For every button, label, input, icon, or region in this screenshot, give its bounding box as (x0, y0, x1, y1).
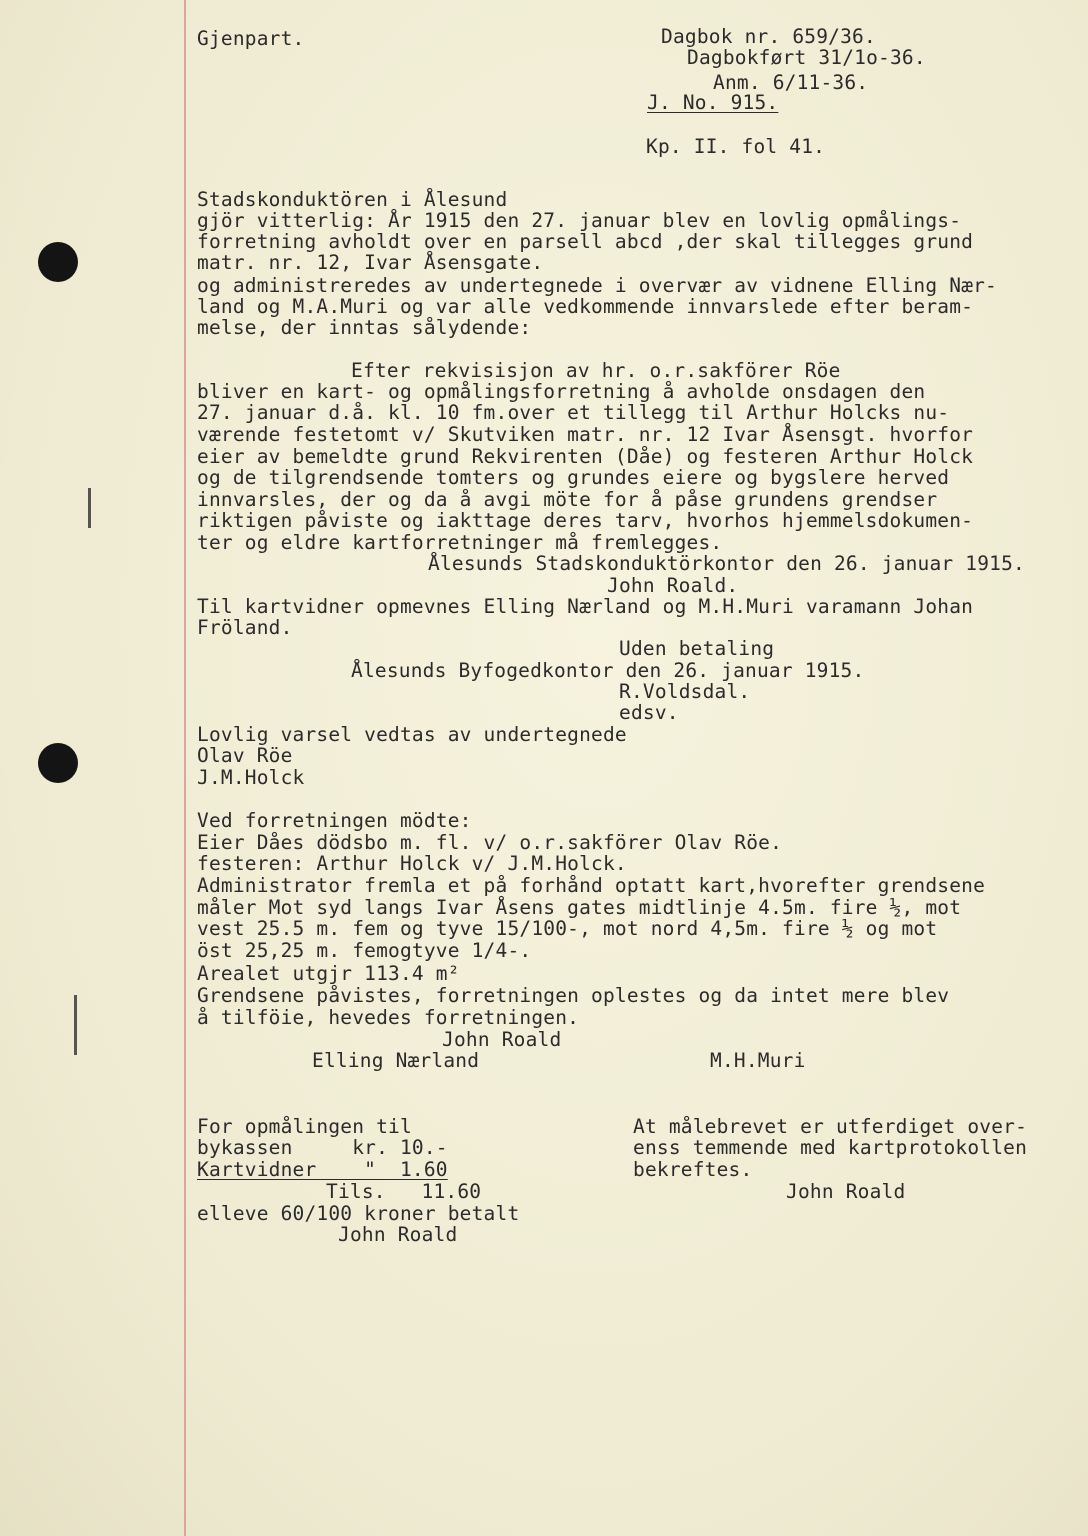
body-line: vest 25.5 m. fem og tyve 15/100-, mot nord 4,5m. fire ½ og mot (197, 917, 938, 940)
body-line: Fröland. (197, 616, 293, 639)
body-line: og administreredes av undertegnede i overvær av vidnene Elling Nær- (197, 274, 997, 297)
body-line: Eier Dåes dödsbo m. fl. v/ o.r.sakförer Olav Röe. (197, 831, 783, 854)
body-line: værende festetomt v/ Skutviken matr. nr. 12 Ivar Åsensgt. hvorfor (197, 423, 974, 446)
margin-mark (88, 488, 91, 528)
body-line: melse, der inntas sålydende: (197, 316, 532, 339)
body-line: bliver en kart- og opmålingsforretning å avholde onsdagen den (197, 380, 926, 403)
body-line: Til kartvidner opmevnes Elling Nærland og M.H.Muri varamann Johan (197, 595, 974, 618)
body-line: gjör vitterlig: År 1915 den 27. januar blev en lovlig opmålings- (197, 209, 962, 232)
body-line: å tilföie, hevedes forretningen. (197, 1006, 580, 1029)
body-line: matr. nr. 12, Ivar Åsensgate. (197, 251, 544, 274)
punch-hole (38, 242, 78, 282)
certification-line: enss temmende med kartprotokollen (633, 1136, 1028, 1159)
body-line: ter og eldre kartforretninger må fremlegges. (197, 531, 723, 554)
journal-number: J. No. 915. (647, 91, 779, 114)
certification-line: bekreftes. (633, 1158, 753, 1181)
body-line: 27. januar d.å. kl. 10 fm.over et tillegg til Arthur Holcks nu- (197, 401, 950, 424)
diary-entered: Dagbokført 31/1o-36. (687, 46, 926, 69)
body-line: festeren: Arthur Holck v/ J.M.Holck. (197, 852, 627, 875)
remark: Anm. 6/11-36. (713, 71, 869, 94)
body-line: eier av bemeldte grund Rekvirenten (Dåe) og festeren Arthur Holck (197, 445, 974, 468)
signature-voldsdal: R.Voldsdal. (619, 680, 751, 703)
reference: Kp. II. fol 41. (646, 135, 826, 158)
body-line: öst 25,25 m. femogtyve 1/4-. (197, 939, 532, 962)
signature-john-roald: John Roald (786, 1180, 906, 1203)
fee-line: elleve 60/100 kroner betalt (197, 1202, 520, 1225)
body-line: land og M.A.Muri og var alle vedkommende innvarslede efter beram- (197, 295, 974, 318)
signature-holck: J.M.Holck (197, 766, 305, 789)
body-line: Efter rekvisisjon av hr. o.r.sakförer Röe (351, 359, 841, 382)
diary-number: Dagbok nr. 659/36. (661, 25, 876, 48)
body-line: Lovlig varsel vedtas av undertegnede (197, 723, 627, 746)
body-line: Ålesunds Stadskonduktörkontor den 26. januar 1915. (428, 552, 1025, 575)
body-line: Grendsene påvistes, forretningen oplestes og da intet mere blev (197, 984, 950, 1007)
body-line: Arealet utgjr 113.4 m² (197, 962, 460, 985)
body-line: og de tilgrendsende tomters og grundes eiere og bygslere herved (197, 466, 950, 489)
body-line: Ålesunds Byfogedkontor den 26. januar 1915. (351, 659, 865, 682)
signature-john-roald: John Roald (442, 1028, 562, 1051)
margin-mark (74, 995, 77, 1055)
certification-line: At målebrevet er utferdiget over- (633, 1115, 1028, 1138)
signature-olav-roe: Olav Röe (197, 744, 293, 767)
fee-line: Kartvidner " 1.60 (197, 1158, 448, 1181)
body-line: edsv. (619, 701, 679, 724)
signature-john-roald: John Roald. (607, 574, 739, 597)
body-line: Stadskonduktören i Ålesund (197, 188, 508, 211)
copy-label: Gjenpart. (197, 27, 305, 50)
signature-elling-naerland: Elling Nærland (312, 1049, 480, 1072)
fee-line: bykassen kr. 10.- (197, 1136, 448, 1159)
margin-line (184, 0, 186, 1536)
fee-total: Tils. 11.60 (326, 1180, 482, 1203)
body-line: Uden betaling (619, 637, 775, 660)
body-line: Ved forretningen mödte: (197, 809, 472, 832)
signature-muri: M.H.Muri (710, 1049, 806, 1072)
punch-hole (38, 743, 78, 783)
body-line: Administrator fremla et på forhånd optatt kart,hvorefter grendsene (197, 874, 986, 897)
body-line: innvarsles, der og da å avgi möte for å påse grundens grendser (197, 488, 938, 511)
signature-john-roald: John Roald (338, 1223, 458, 1246)
fee-line: For opmålingen til (197, 1115, 412, 1138)
body-line: forretning avholdt over en parsell abcd ,der skal tillegges grund (197, 230, 974, 253)
body-line: måler Mot syd langs Ivar Åsens gates midtlinje 4.5m. fire ½, mot (197, 896, 962, 919)
body-line: riktigen påviste og iakttage deres tarv, hvorhos hjemmelsdokumen- (197, 509, 974, 532)
